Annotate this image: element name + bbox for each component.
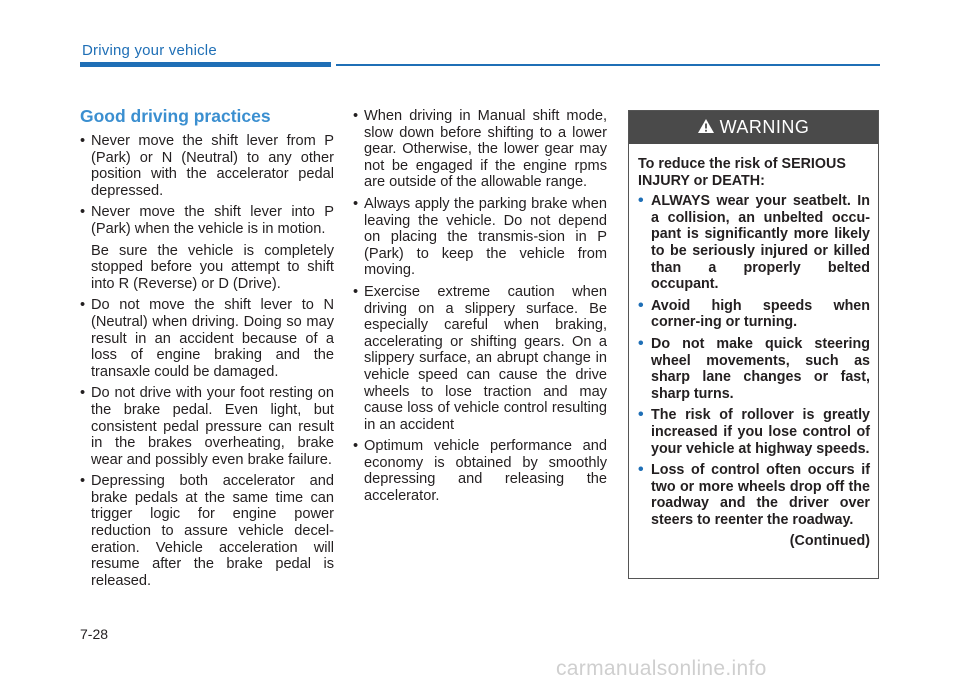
warning-box <box>628 110 879 579</box>
warning-item-text: Loss of control often occurs if two or more wheels drop off the roadway and the driver over steers to reenter the roadway. <box>651 462 870 528</box>
warning-item-text: Do not make quick steering wheel movements, such as sharp lane changes or fast, sharp turns. <box>651 335 870 402</box>
list-item: • Do not drive with your foot resting on the brake pedal. Even light, but consistent pedal pressure can result in the brakes overheating, brake wear and possibly even brake failure. <box>80 385 334 468</box>
running-header: Driving your vehicle <box>82 42 217 59</box>
page-number: 7-28 <box>80 626 109 642</box>
header-rule-thin <box>336 64 880 66</box>
warning-item-text: Avoid high speeds when corner-ing or turning. <box>651 297 870 331</box>
warning-item-text: The risk of rollover is greatly increased if you lose control of your vehicle at highway speeds. <box>651 407 870 457</box>
bullet-icon: • <box>638 192 644 210</box>
bullet-icon: • <box>638 296 644 314</box>
list-item: • Always apply the parking brake when leaving the vehicle. Do not depend on placing the transmis-sion in P (Park) to keep the vehicle from moving. <box>353 196 607 279</box>
list-item: • Optimum vehicle performance and economy is obtained by smoothly depressing and releasing the accelerator. <box>353 438 607 504</box>
list-item: • Never move the shift lever into P (Park) when the vehicle is in motion. <box>80 204 334 237</box>
bullet-icon: • <box>638 334 644 352</box>
list-item: • Do not move the shift lever to N (Neutral) when driving. Doing so may result in an accident because of a loss of engine braking and the transaxle could be damaged. <box>80 297 334 380</box>
continued-label: (Continued) <box>789 533 870 550</box>
warning-item <box>638 462 870 528</box>
list-item: • Never move the shift lever from P (Park) or N (Neutral) to any other position with the accelerator pedal depressed. <box>80 133 334 199</box>
header-rule-thick <box>80 62 331 67</box>
list-item: • When driving in Manual shift mode, slow down before shifting to a lower gear. Otherwise, the lower gear may not be engaged if the engine rpms are outside of the allowable range. <box>353 108 607 191</box>
warning-item <box>638 193 870 293</box>
warning-item-text: ALWAYS wear your seatbelt. In a collision, an unbelted occu-pant is significantly more likely to be seriously injured or killed than a properly belted occupant. <box>651 193 870 293</box>
section-title: Good driving practices <box>80 106 271 126</box>
list-note: Be sure the vehicle is completely stopped before you attempt to shift into R (Reverse) or D (Drive). <box>91 242 334 292</box>
warning-triangle-icon <box>698 117 714 138</box>
bullet-icon: • <box>638 461 644 479</box>
list-item: • Depressing both accelerator and brake pedals at the same time can trigger logic for engine power reduction to assure vehicle decel-eration. Vehicle acceleration will resume after the brake pedal is released. <box>80 473 334 589</box>
left-column <box>80 133 334 594</box>
warning-item <box>638 298 870 331</box>
warning-header <box>629 111 878 144</box>
bullet-icon: • <box>638 406 644 424</box>
warning-body <box>629 144 878 550</box>
list-item: • Exercise extreme caution when driving on a slippery surface. Be especially careful when braking, accelerating or shifting gears. On a slippery surface, an abrupt change in vehicle speed can cause the drive wheels to lose traction and may cause loss of vehicle control resulting in an accident <box>353 284 607 433</box>
watermark: carmanualsonline.info <box>556 657 767 680</box>
warning-intro: To reduce the risk of SERIOUS INJURY or DEATH: <box>638 156 846 189</box>
right-column <box>353 108 607 510</box>
warning-item <box>638 407 870 457</box>
warning-item <box>638 336 870 402</box>
warning-title: WARNING <box>719 117 810 137</box>
